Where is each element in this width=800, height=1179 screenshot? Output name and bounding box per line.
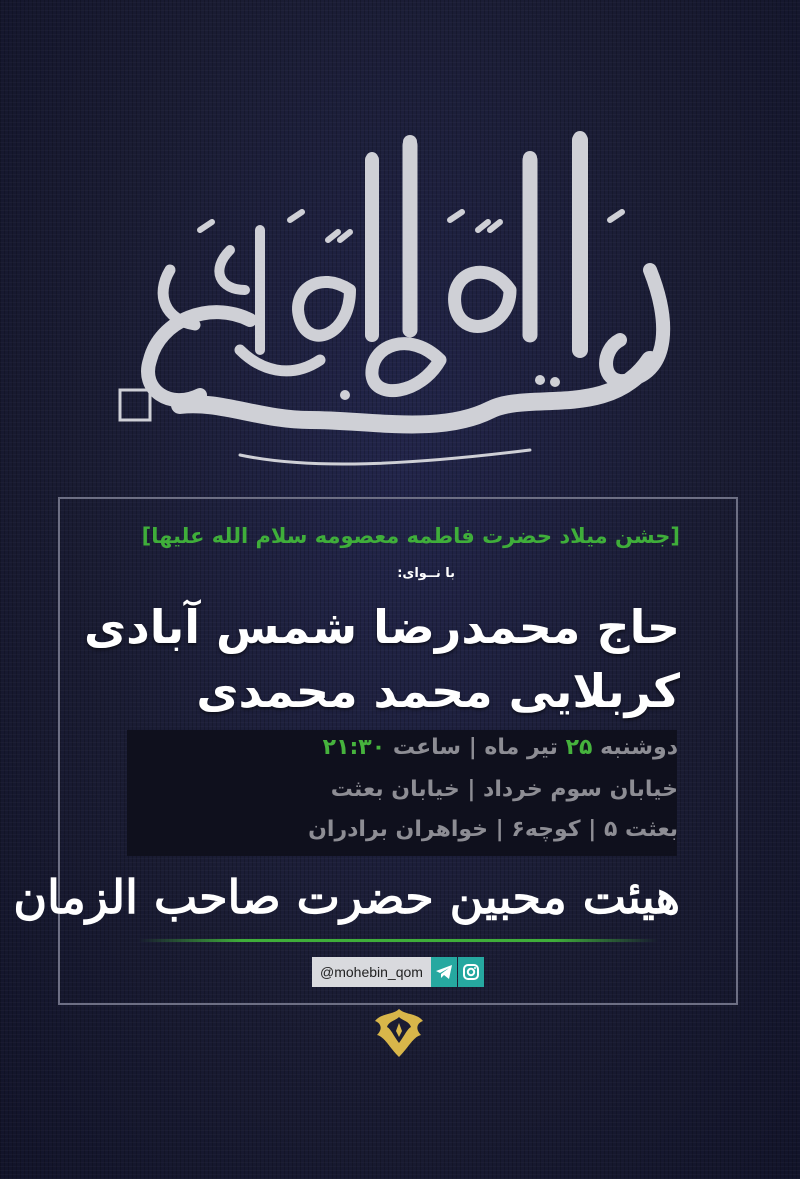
emblem-logo [371,1007,427,1059]
time-value: ۲۱:۳۰ [322,735,386,760]
instagram-icon [458,957,484,987]
performer-name-1: حاج محمدرضا شمس آبادی [83,600,680,654]
time-label: ساعت [392,735,462,760]
month-text: تیر ماه [484,735,558,760]
occasion-title: [جشن میلاد حضرت فاطمه معصومه سلام الله علیها] [141,524,680,548]
date-time-line: دوشنبه ۲۵ تیر ماه | ساعت ۲۱:۳۰ [322,735,678,760]
with-voice-label: با نــوای: [397,566,455,581]
day-text: دوشنبه [600,735,678,760]
performer-name-2: کربلایی محمد محمدی [196,664,680,718]
organizer-underline [138,939,658,942]
organizer-name: هیئت محبین حضرت صاحب الزمان [13,870,680,924]
address-line-2: بعثت ۵ | کوچه۶ | خواهران برادران [308,817,678,842]
date-number: ۲۵ [565,735,593,760]
address-line-1: خیابان سوم خرداد | خیابان بعثت [330,777,678,802]
social-handle-bar [312,957,484,987]
social-handle: @mohebin_qom [312,957,431,987]
calligraphy-artwork [110,120,690,480]
telegram-icon [431,957,457,987]
